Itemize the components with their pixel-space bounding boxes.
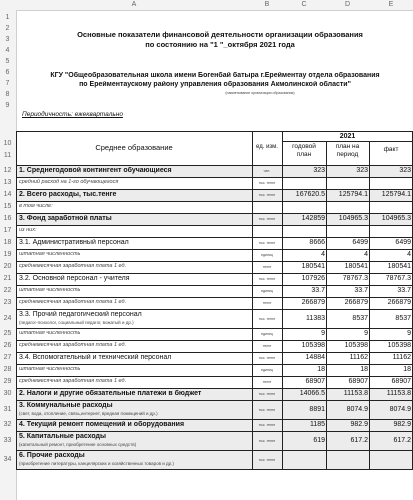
row-number[interactable]: 8 bbox=[5, 91, 10, 98]
column-letter[interactable]: A bbox=[131, 1, 137, 8]
grid-line bbox=[16, 285, 413, 286]
row-value: 9 bbox=[407, 330, 411, 337]
row-label: среднемесячная заработная плата 1 ед. bbox=[19, 299, 127, 305]
row-value: 266879 bbox=[387, 299, 411, 306]
row-value: 9 bbox=[321, 330, 325, 337]
row-number[interactable]: 30 bbox=[3, 390, 12, 397]
column-header-bar bbox=[0, 0, 413, 11]
row-number[interactable]: 24 bbox=[3, 314, 12, 322]
row-unit: тыс. тенге bbox=[258, 217, 276, 221]
row-number[interactable]: 13 bbox=[3, 179, 12, 186]
row-label: 2. Всего расходы, тыс.тенге bbox=[19, 191, 117, 198]
row-number[interactable]: 29 bbox=[3, 378, 12, 385]
row-unit: тенге bbox=[262, 265, 272, 269]
row-value: 68907 bbox=[348, 378, 368, 385]
grid-line bbox=[16, 469, 413, 470]
row-value: 617.2 bbox=[350, 436, 368, 444]
row-unit: тыс. тенге bbox=[258, 457, 276, 462]
row-value: 33.7 bbox=[397, 287, 411, 294]
row-number[interactable]: 7 bbox=[5, 80, 10, 87]
row-value: 105398 bbox=[301, 342, 325, 349]
row-value: 18 bbox=[403, 366, 411, 373]
row-number[interactable]: 31 bbox=[3, 405, 12, 413]
grid-line bbox=[16, 309, 413, 310]
row-value: 982.9 bbox=[350, 421, 368, 428]
row-number[interactable]: 10 bbox=[3, 140, 12, 147]
row-value: 4 bbox=[321, 251, 325, 258]
row-number[interactable]: 28 bbox=[3, 366, 12, 373]
row-unit: тыс. тенге bbox=[258, 181, 276, 185]
grid-line bbox=[16, 261, 413, 262]
row-value: 4 bbox=[364, 251, 368, 258]
row-value: 11153.8 bbox=[343, 390, 368, 397]
row-value: 180541 bbox=[387, 263, 411, 270]
row-unit: тыс. тенге bbox=[258, 316, 276, 321]
row-value: 107926 bbox=[301, 275, 325, 282]
row-unit: тыс. тенге bbox=[258, 438, 276, 443]
grid-line bbox=[16, 450, 413, 451]
row-value: 105398 bbox=[387, 342, 411, 349]
row-value: 6499 bbox=[352, 239, 368, 246]
row-value: 8891 bbox=[309, 405, 325, 413]
header-period-plan: план на период bbox=[335, 143, 360, 158]
row-number[interactable]: 15 bbox=[3, 203, 12, 210]
row-value: 68907 bbox=[391, 378, 411, 385]
grid-line bbox=[16, 189, 413, 190]
grid-line bbox=[16, 364, 413, 365]
grid-line bbox=[16, 376, 413, 377]
row-unit: тыс. тенге bbox=[258, 392, 276, 396]
column-letter[interactable]: B bbox=[264, 1, 270, 8]
row-value: 11383 bbox=[306, 314, 325, 322]
row-value: 104965.3 bbox=[381, 215, 411, 222]
grid-line bbox=[16, 213, 413, 214]
row-label: штатная численность bbox=[19, 287, 81, 293]
row-value: 104965.3 bbox=[338, 215, 368, 222]
row-label-note: (приобретение литературы, канцелярских и хозяйственных товаров и др.) bbox=[19, 461, 174, 466]
row-value: 33.7 bbox=[354, 287, 368, 294]
row-label: штатная численность bbox=[19, 251, 81, 257]
row-label: 3.3. Прочий педагогический персонал bbox=[19, 311, 142, 318]
row-number[interactable]: 16 bbox=[3, 215, 12, 222]
row-label: 2. Налоги и другие обязательные платежи в бюджет bbox=[19, 390, 202, 397]
row-value: 142859 bbox=[301, 215, 325, 222]
grid-line bbox=[16, 165, 413, 166]
row-number[interactable]: 23 bbox=[3, 299, 12, 306]
row-value: 266879 bbox=[301, 299, 325, 306]
grid-line bbox=[16, 297, 413, 298]
row-unit: единиц bbox=[261, 332, 273, 336]
row-value: 8074.9 bbox=[346, 405, 368, 413]
row-value: 323 bbox=[399, 167, 411, 174]
row-value: 18 bbox=[317, 366, 325, 373]
row-value: 125794.1 bbox=[381, 191, 411, 198]
row-number[interactable]: 1 bbox=[5, 14, 10, 21]
row-number[interactable]: 20 bbox=[3, 263, 12, 270]
row-value: 11162 bbox=[349, 354, 368, 361]
organization-caption: (наименование организации образования) bbox=[225, 91, 295, 95]
row-label: в том числе: bbox=[19, 203, 53, 209]
organization-name-line2: по Ерейментаускому району управления образования Акмолинской области" bbox=[79, 81, 351, 88]
row-label-note: (свет, вода, отопление, связь,интернет, вредная помещений и др.) bbox=[19, 411, 158, 416]
row-value: 11153.8 bbox=[386, 390, 411, 397]
row-value: 18 bbox=[360, 366, 368, 373]
header-year: 2021 bbox=[339, 133, 356, 140]
row-value: 105398 bbox=[344, 342, 368, 349]
row-label: 3. Коммунальные расходы bbox=[19, 402, 113, 409]
periodicity: Периодичность: ежеквартально bbox=[22, 111, 123, 118]
row-unit: единиц bbox=[261, 368, 273, 372]
row-value: 8537 bbox=[395, 314, 411, 322]
grid-line bbox=[16, 419, 413, 420]
row-label: штатная численность bbox=[19, 330, 81, 336]
row-label: 3. Фонд заработной платы bbox=[19, 215, 112, 222]
column-letter[interactable]: E bbox=[388, 1, 394, 8]
row-value: 180541 bbox=[344, 263, 368, 270]
row-label-note: (педагог-психолог, социальный педагог, вожатый и др.) bbox=[19, 320, 134, 325]
row-unit: тыс. тенге bbox=[258, 423, 276, 427]
grid-line bbox=[16, 201, 413, 202]
row-value: 78767.3 bbox=[385, 275, 411, 282]
header-fact: факт bbox=[383, 146, 399, 153]
row-unit: тенге bbox=[262, 344, 272, 348]
row-number[interactable]: 27 bbox=[3, 354, 12, 361]
header-unit: ед. изм. bbox=[256, 144, 278, 150]
row-label: 6. Прочие расходы bbox=[19, 452, 85, 459]
row-number[interactable]: 22 bbox=[3, 287, 12, 294]
row-number[interactable]: 21 bbox=[3, 275, 12, 282]
grid-line bbox=[16, 225, 413, 226]
row-label: 3.1. Административный персонал bbox=[19, 239, 129, 246]
row-unit: тенге bbox=[262, 380, 272, 384]
row-number[interactable]: 19 bbox=[3, 251, 12, 258]
row-label: 3.2. Основной персонал - учителя bbox=[19, 275, 130, 282]
row-label: 4. Текущий ремонт помещений и оборудования bbox=[19, 421, 185, 428]
row-number[interactable]: 4 bbox=[5, 47, 10, 54]
row-number[interactable]: 25 bbox=[3, 330, 12, 337]
row-label: 3.4. Вспомогательный и технический персонал bbox=[19, 354, 172, 361]
row-value: 619 bbox=[313, 436, 325, 444]
row-unit: тыс. тенге bbox=[258, 407, 276, 412]
row-unit: чел. bbox=[263, 169, 271, 173]
column-letter[interactable]: C bbox=[301, 1, 307, 8]
grid-line bbox=[16, 340, 413, 341]
row-value: 8666 bbox=[309, 239, 325, 246]
row-value: 180541 bbox=[301, 263, 325, 270]
row-number[interactable]: 32 bbox=[3, 421, 12, 428]
grid-line bbox=[16, 400, 413, 401]
row-value: 68907 bbox=[305, 378, 325, 385]
grid-line bbox=[16, 352, 413, 353]
row-value: 4 bbox=[407, 251, 411, 258]
row-number[interactable]: 17 bbox=[3, 227, 12, 234]
grid-line bbox=[16, 131, 413, 132]
row-number[interactable]: 2 bbox=[5, 25, 10, 32]
grid-line bbox=[16, 273, 413, 274]
row-label: среднемесячная заработная плата 1 ед. bbox=[19, 342, 127, 348]
row-number[interactable]: 11 bbox=[3, 152, 12, 159]
row-unit: тыс. тенге bbox=[258, 193, 276, 197]
row-value: 1185 bbox=[309, 421, 325, 428]
row-value: 982.9 bbox=[393, 421, 411, 428]
row-value: 14066.5 bbox=[299, 390, 325, 397]
grid-line bbox=[16, 237, 413, 238]
row-label: среднемесячная заработная плата 1 ед. bbox=[19, 263, 127, 269]
grid-line bbox=[16, 328, 413, 329]
row-number[interactable]: 14 bbox=[3, 191, 12, 198]
row-value: 78767.3 bbox=[342, 275, 368, 282]
report-title: Основные показатели финансовой деятельности организации образования bbox=[77, 30, 363, 39]
report-date: по состоянию на "1 "_октября 2021 года bbox=[145, 40, 295, 49]
column-letter[interactable]: D bbox=[344, 1, 351, 8]
row-number[interactable]: 33 bbox=[3, 436, 12, 444]
row-number[interactable]: 26 bbox=[3, 342, 12, 349]
header-main: Среднее образование bbox=[95, 143, 173, 152]
row-value: 125794.1 bbox=[338, 191, 368, 198]
row-value: 6499 bbox=[395, 239, 411, 246]
grid-line bbox=[16, 431, 413, 432]
row-number[interactable]: 12 bbox=[3, 167, 12, 174]
row-label: из них: bbox=[19, 227, 37, 233]
row-unit: единиц bbox=[261, 289, 273, 293]
row-value: 33.7 bbox=[311, 287, 325, 294]
row-label: штатная численность bbox=[19, 366, 81, 372]
grid-line bbox=[282, 141, 413, 142]
row-value: 14884 bbox=[305, 354, 325, 361]
row-unit: тыс. тенге bbox=[258, 277, 276, 281]
row-label: средний расход на 1-го обучающегося bbox=[19, 179, 119, 185]
organization-name-line1: КГУ "Общеобразовательная школа имени Богенбай батыра г.Ерейментау отдела образования bbox=[50, 72, 380, 79]
row-number[interactable]: 34 bbox=[3, 455, 12, 463]
row-value: 617.2 bbox=[393, 436, 411, 444]
row-label-note: (капитальный ремонт, приобретение основных средств) bbox=[19, 442, 137, 447]
row-value: 167620.5 bbox=[295, 191, 325, 198]
header-annual-plan: годовой план bbox=[292, 143, 316, 158]
row-unit: тыс. тенге bbox=[258, 356, 276, 360]
row-value: 323 bbox=[356, 167, 368, 174]
grid-line bbox=[16, 249, 413, 250]
grid-line bbox=[16, 177, 413, 178]
row-value: 266879 bbox=[344, 299, 368, 306]
row-number[interactable]: 9 bbox=[5, 102, 10, 109]
row-number[interactable]: 3 bbox=[5, 36, 10, 43]
row-unit: тенге bbox=[262, 301, 272, 305]
row-label: 1. Среднегодовой контингент обучающиеся bbox=[19, 167, 172, 174]
row-value: 8074.9 bbox=[389, 405, 411, 413]
row-unit: тыс. тенге bbox=[258, 241, 276, 245]
row-value: 9 bbox=[364, 330, 368, 337]
row-label: 5. Капитальные расходы bbox=[19, 433, 106, 440]
row-value: 11162 bbox=[392, 354, 411, 361]
row-unit: единиц bbox=[261, 253, 273, 257]
row-value: 8537 bbox=[352, 314, 368, 322]
row-number[interactable]: 18 bbox=[3, 239, 12, 246]
row-number[interactable]: 6 bbox=[5, 69, 10, 76]
row-label: среднемесячная заработная плата 1 ед. bbox=[19, 378, 127, 384]
grid-line bbox=[16, 388, 413, 389]
row-number[interactable]: 5 bbox=[5, 58, 10, 65]
row-number-bar bbox=[0, 10, 17, 500]
row-value: 323 bbox=[313, 167, 325, 174]
